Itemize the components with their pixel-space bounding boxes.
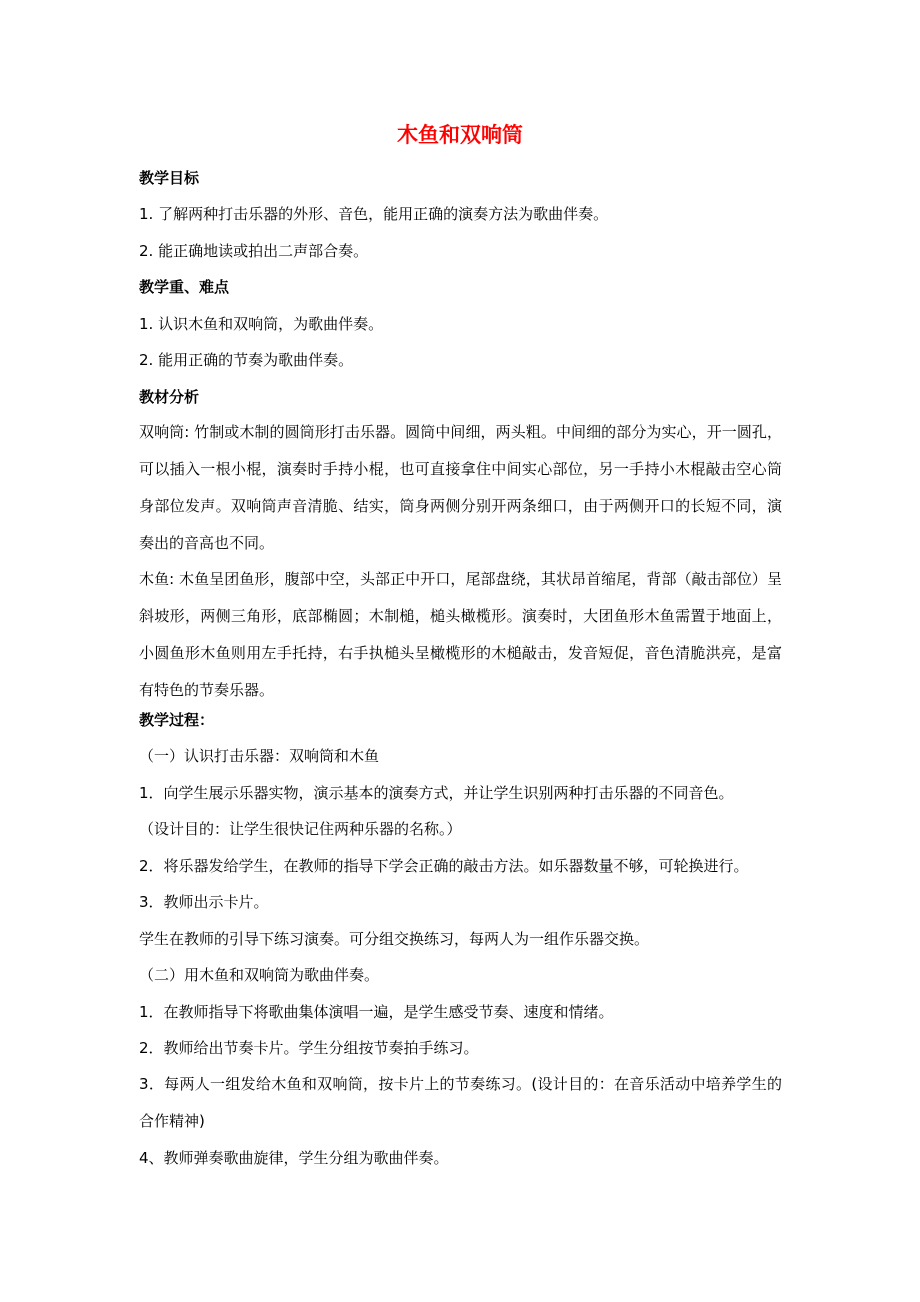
analysis-muyu-paragraph: 木鱼: 木鱼呈团鱼形，腹部中空，头部正中开口，尾部盘绕，其状昂首缩尾，背部（敲击部位）呈斜坡形，两侧三角形，底部椭圆；木制槌，槌头橄榄形。演奏时，大团鱼形木鱼需置于地面上，小圆鱼形木鱼则用左手托持，右手执槌头呈橄榄形的木槌敲击，发音短促，音色清脆洪亮，是富有特色的节奏乐器。 [139, 570, 782, 699]
process-part1-title: （一）认识打击乐器：双响筒和木鱼 [139, 747, 380, 765]
objective-item-1: 1. 了解两种打击乐器的外形、音色，能用正确的演奏方法为歌曲伴奏。 [139, 205, 609, 223]
key-points-heading: 教学重、难点 [139, 278, 230, 296]
page-title: 木鱼和双响筒 [397, 123, 523, 147]
process-heading: 教学过程： [139, 711, 215, 729]
process-part1-note: （设计目的：让学生很快记住两种乐器的名称。） [139, 820, 462, 838]
process-part1-step2: 2．将乐器发给学生，在教师的指导下学会正确的敲击方法。如乐器数量不够，可轮换进行。 [139, 857, 749, 875]
objective-item-2: 2. 能正确地读或拍出二声部合奏。 [139, 242, 369, 260]
objectives-heading: 教学目标 [139, 169, 200, 187]
process-part1-practice: 学生在教师的引导下练习演奏。可分组交换练习，每两人为一组作乐器交换。 [139, 930, 650, 948]
process-part2-step3: 3．每两人一组发给木鱼和双响筒，按卡片上的节奏练习。(设计目的：在音乐活动中培养学生的合作精神) [139, 1075, 782, 1130]
process-part2-step1: 1．在教师指导下将歌曲集体演唱一遍，是学生感受节奏、速度和情绪。 [139, 1003, 614, 1021]
process-part1-step1: 1．向学生展示乐器实物，演示基本的演奏方式，并让学生识别两种打击乐器的不同音色。 [139, 784, 734, 802]
key-point-item-1: 1. 认识木鱼和双响筒，为歌曲伴奏。 [139, 315, 384, 333]
process-part2-title: （二）用木鱼和双响筒为歌曲伴奏。 [139, 966, 380, 984]
process-part2-step4: 4、教师弹奏歌曲旋律，学生分组为歌曲伴奏。 [139, 1149, 449, 1167]
process-part2-step2: 2．教师给出节奏卡片。学生分组按节奏拍手练习。 [139, 1039, 479, 1057]
analysis-shuangxiangtong-paragraph: 双响筒: 竹制或木制的圆筒形打击乐器。圆筒中间细，两头粗。中间细的部分为实心，开一圆孔，可以插入一根小棍，演奏时手持小棍，也可直接拿住中间实心部位，另一手持小木棍敲击空心筒身部位发声。双响筒声音清脆、结实，筒身两侧分别开两条细口，由于两侧开口的长短不同，演奏出的音高也不同。 [139, 423, 782, 552]
process-part1-step3: 3．教师出示卡片。 [139, 893, 269, 911]
key-point-item-2: 2. 能用正确的节奏为歌曲伴奏。 [139, 351, 354, 369]
analysis-heading: 教材分析 [139, 388, 200, 406]
